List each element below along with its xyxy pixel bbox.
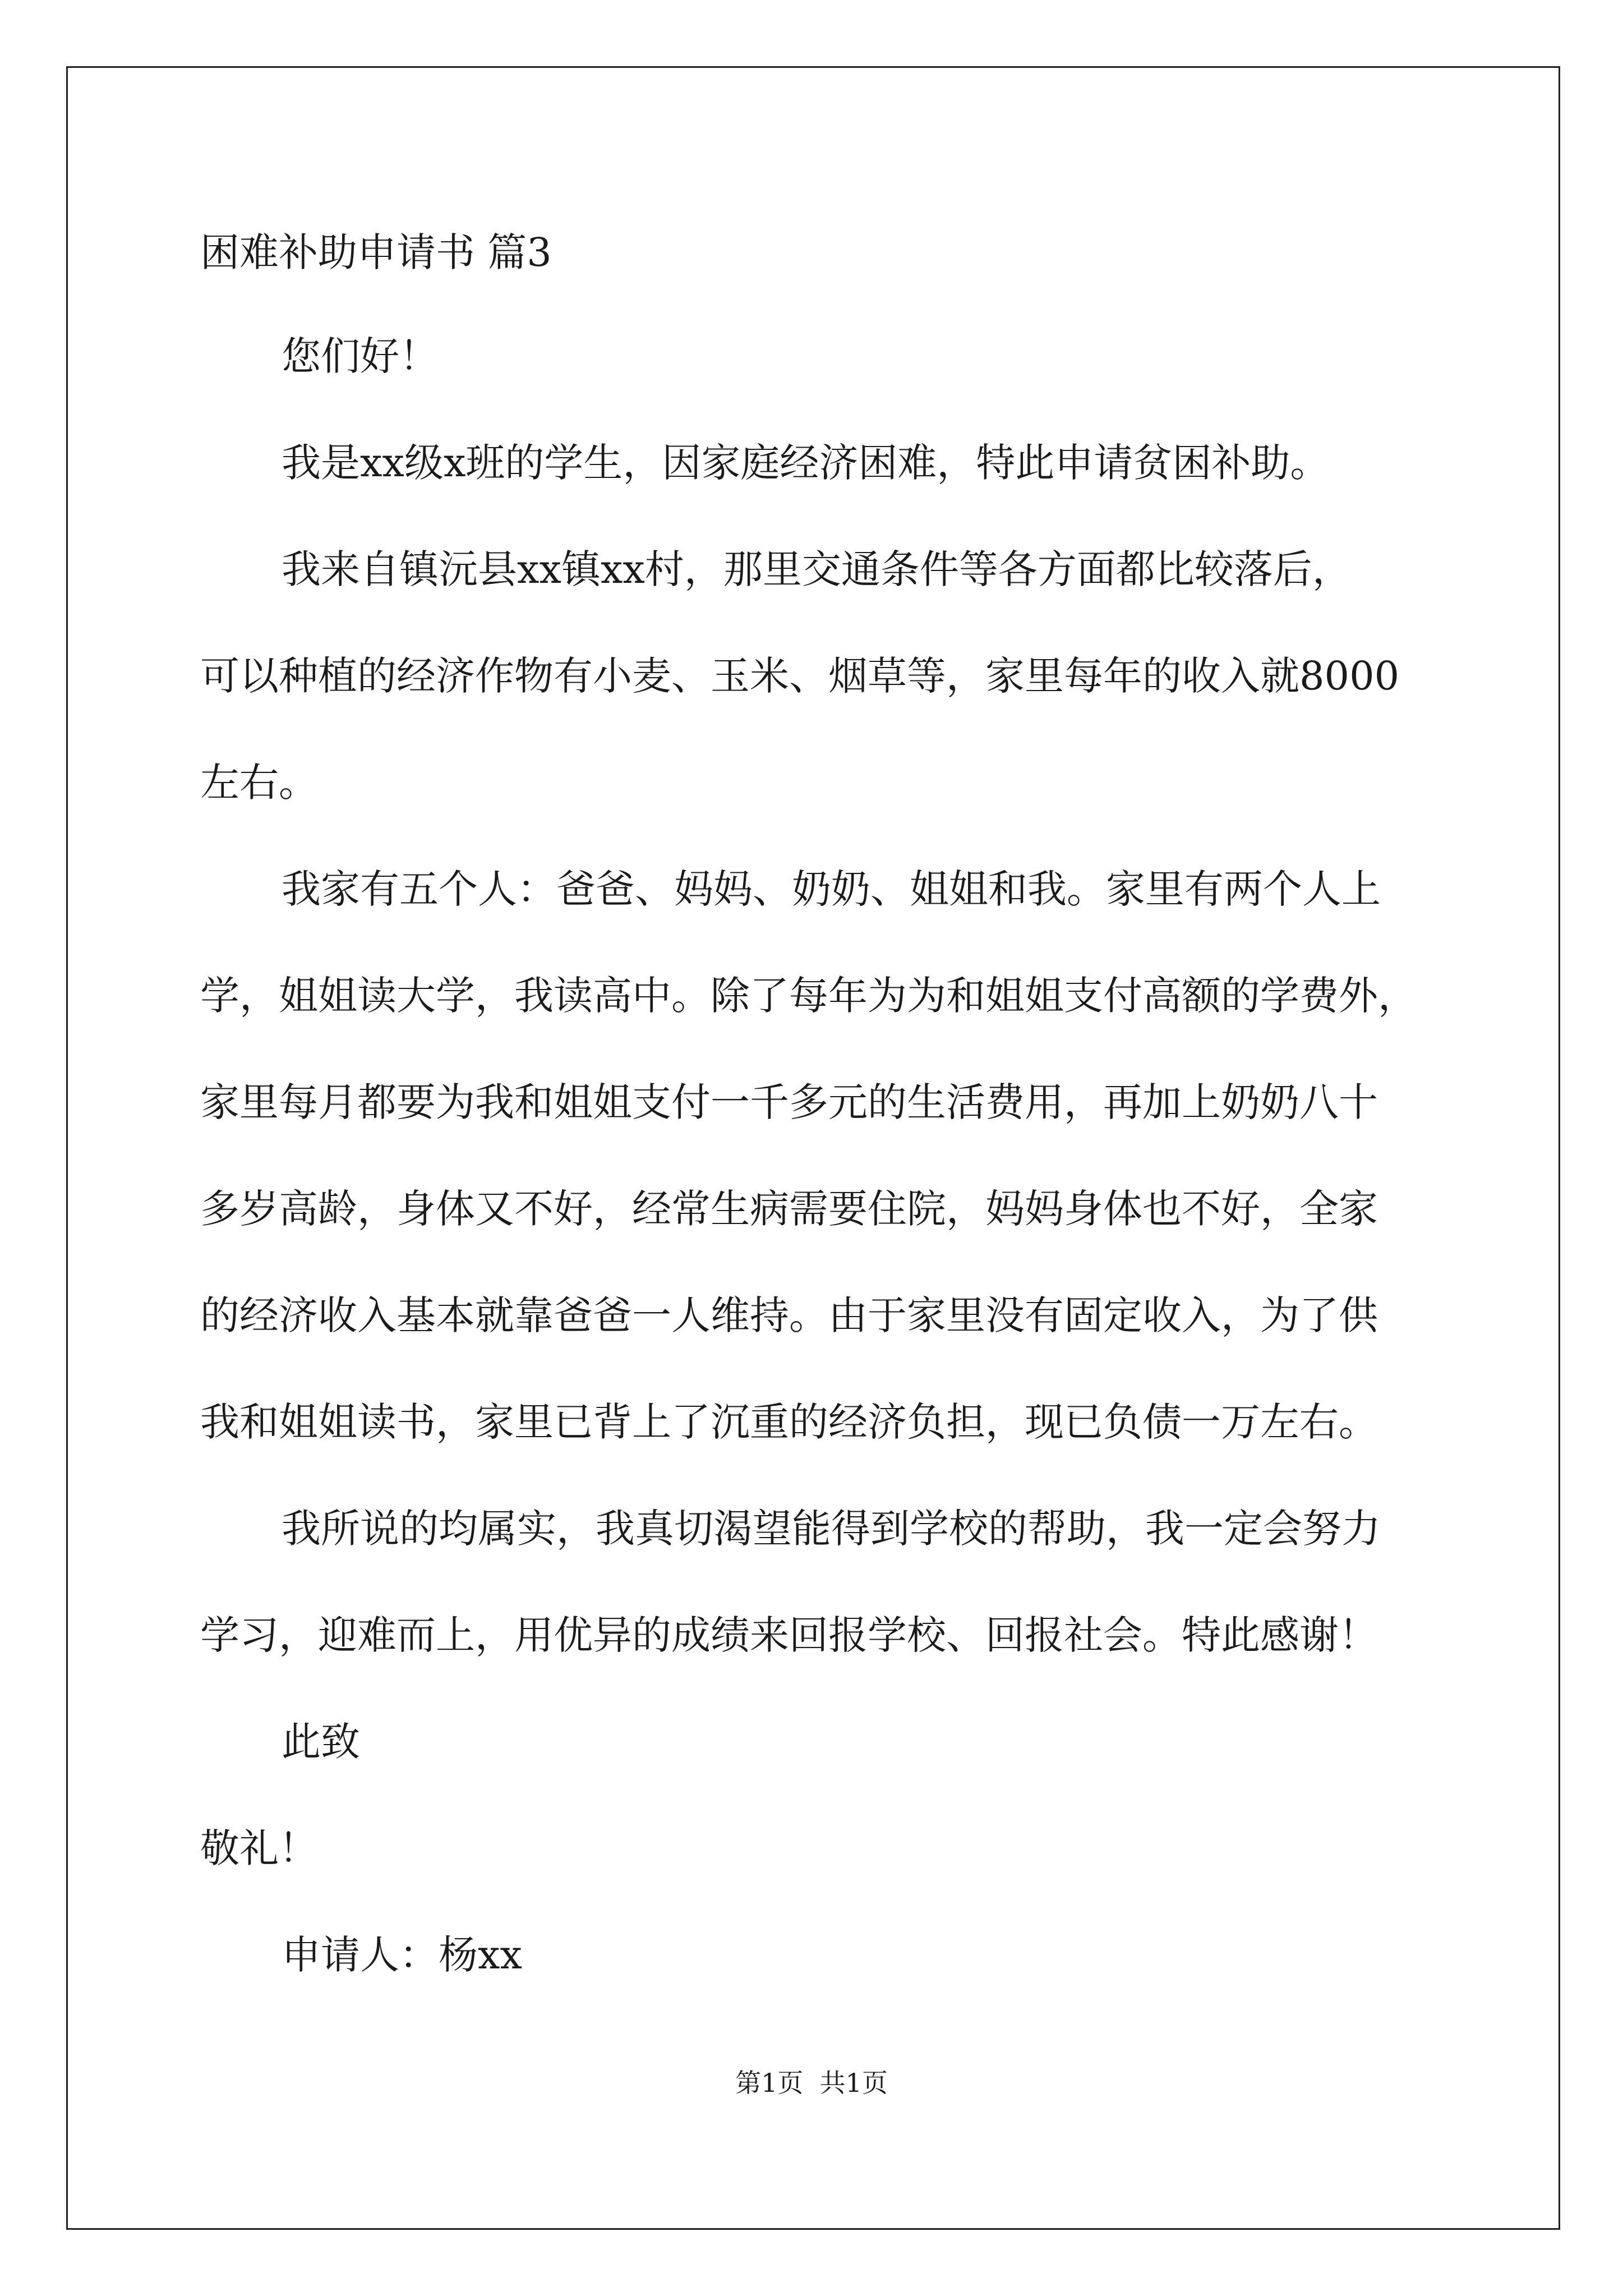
applicant-line: 申请人：杨xx: [282, 1932, 522, 1978]
paragraph-line: 学，姐姐读大学，我读高中。除了每年为为和姐姐支付高额的学费外，: [200, 973, 1417, 1019]
paragraph-line: 多岁高龄，身体又不好，经常生病需要住院，妈妈身体也不好，全家: [200, 1186, 1378, 1232]
closing-line: 此致: [282, 1719, 360, 1765]
paragraph-line: 学习，迎难而上，用优异的成绩来回报学校、回报社会。特此感谢！: [200, 1612, 1378, 1658]
paragraph-line: 家里每月都要为我和姐姐支付一千多元的生活费用，再加上奶奶八十: [200, 1079, 1378, 1125]
paragraph-line: 可以种植的经济作物有小麦、玉米、烟草等，家里每年的收入就8000: [200, 653, 1400, 699]
paragraph-line: 左右。: [200, 760, 318, 806]
paragraph-line: 我所说的均属实，我真切渴望能得到学校的帮助，我一定会努力: [282, 1506, 1381, 1552]
salutation-line: 敬礼！: [200, 1825, 318, 1871]
paragraph-line: 我和姐姐读书，家里已背上了沉重的经济负担，现已负债一万左右。: [200, 1399, 1378, 1445]
paragraph-line: 我来自镇沅县xx镇xx村，那里交通条件等各方面都比较落后，: [282, 546, 1352, 592]
paragraph-line: 我是xx级x班的学生，因家庭经济困难，特此申请贫困补助。: [282, 440, 1330, 486]
document-title: 困难补助申请书 篇3: [200, 229, 552, 275]
greeting-line: 您们好！: [282, 333, 439, 379]
paragraph-line: 我家有五个人：爸爸、妈妈、奶奶、姐姐和我。家里有两个人上: [282, 866, 1381, 912]
paragraph-line: 的经济收入基本就靠爸爸一人维持。由于家里没有固定收入，为了供: [200, 1292, 1378, 1338]
page-number-footer: 第1页 共1页: [735, 2068, 888, 2098]
page-border: [66, 66, 1560, 2230]
